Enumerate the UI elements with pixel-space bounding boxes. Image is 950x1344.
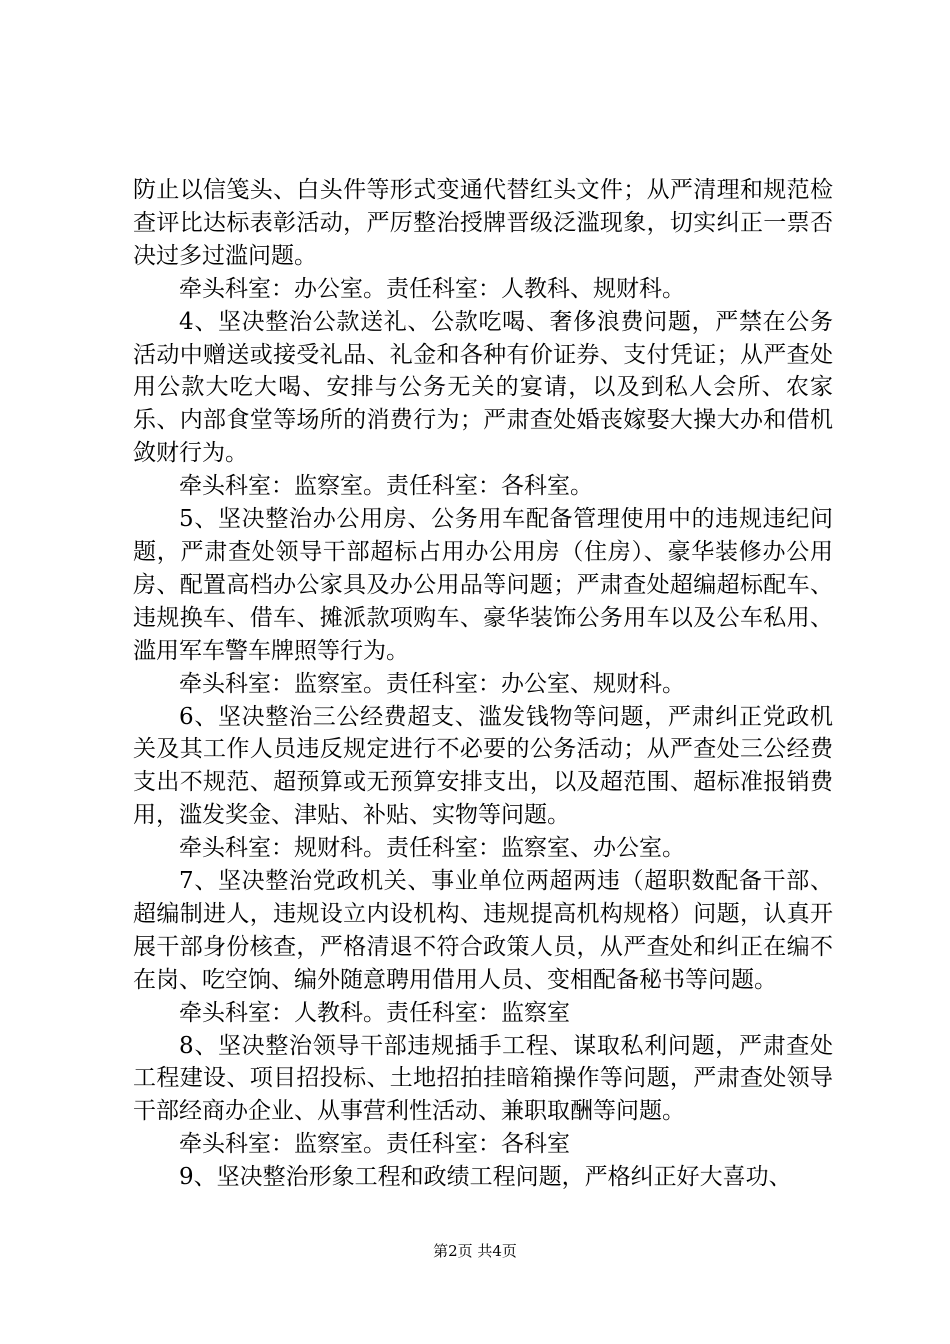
- paragraph-12: 牵头科室：监察室。责任科室：各科室: [179, 1131, 570, 1158]
- paragraph-9: 7、坚决整治党政机关、事业单位两超两违（超职数配备干部、超编制进人，违规设立内设机构、违规提高机构规格）问题，认真开展干部身份核查，严格清退不符合政策人员，从严查处和纠正在编不在岗、吃空饷、编外随意聘用借用人员、变相配备秘书等问题。: [133, 868, 833, 993]
- paragraph-3: 4、坚决整治公款送礼、公款吃喝、奢侈浪费问题，严禁在公务活动中赠送或接受礼品、礼金和各种有价证券、支付凭证；从严查处用公款大吃大喝、安排与公务无关的宴请，以及到私人会所、农家乐、内部食堂等场所的消费行为；严肃查处婚丧嫁娶大操大办和借机敛财行为。: [133, 308, 833, 467]
- document-body: [133, 174, 833, 1194]
- paragraph-2: 牵头科室：办公室。责任科室：人教科、规财科。: [179, 275, 685, 302]
- paragraph-5: 5、坚决整治办公用房、公务用车配备管理使用中的违规违纪问题，严肃查处领导干部超标占用办公用房（住房）、豪华装修办公用房、配置高档办公家具及办公用品等问题；严肃查处超编超标配车、违规换车、借车、摊派款项购车、豪华装饰公务用车以及公车私用、滥用军车警车牌照等行为。: [133, 506, 833, 664]
- paragraph-13: 9、坚决整治形象工程和政绩工程问题，严格纠正好大喜功、: [179, 1164, 792, 1191]
- paragraph-1: 防止以信笺头、白头件等形式变通代替红头文件；从严清理和规范检查评比达标表彰活动，严厉整治授牌晋级泛滥现象，切实纠正一票否决过多过滥问题。: [133, 177, 833, 269]
- paragraph-4: 牵头科室：监察室。责任科室：各科室。: [179, 473, 593, 500]
- paragraph-6: 牵头科室：监察室。责任科室：办公室、规财科。: [179, 670, 685, 697]
- paragraph-8: 牵头科室：规财科。责任科室：监察室、办公室。: [179, 835, 685, 862]
- paragraph-11: 8、坚决整治领导干部违规插手工程、谋取私利问题，严肃查处工程建设、项目招投标、土地招拍挂暗箱操作等问题，严肃查处领导干部经商办企业、从事营利性活动、兼职取酬等问题。: [133, 1032, 833, 1125]
- paragraph-10: 牵头科室：人教科。责任科室：监察室: [179, 999, 570, 1026]
- page-number-footer: 第2页 共4页: [433, 1242, 517, 1260]
- paragraph-7: 6、坚决整治三公经费超支、滥发钱物等问题，严肃纠正党政机关及其工作人员违反规定进行不必要的公务活动；从严查处三公经费支出不规范、超预算或无预算安排支出，以及超范围、超标准报销费用，滥发奖金、津贴、补贴、实物等问题。: [133, 703, 833, 829]
